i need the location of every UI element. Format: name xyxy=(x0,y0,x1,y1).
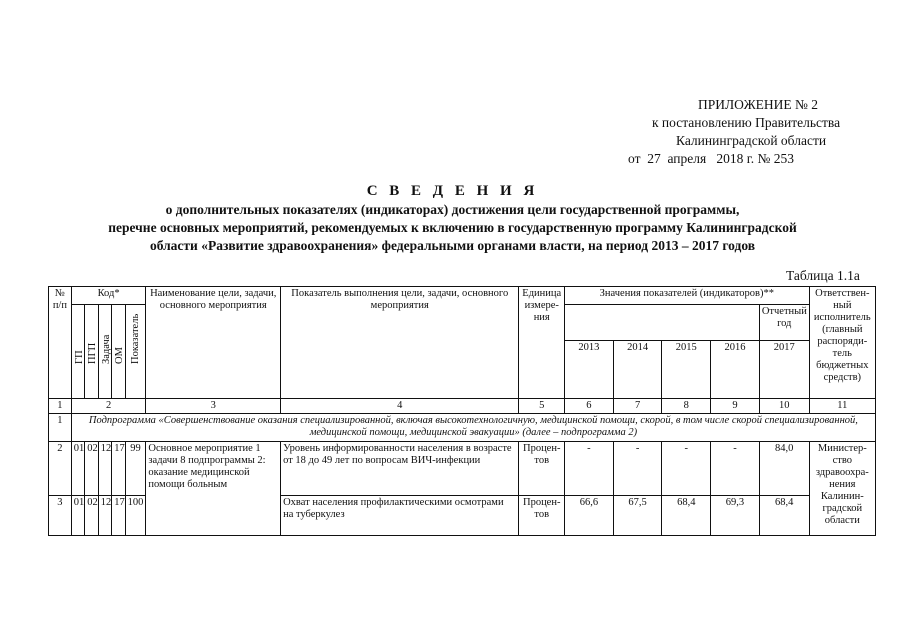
header-code: Код* xyxy=(71,287,146,305)
activity-name: Основное мероприятие 1 задачи 8 подпрограммы 2: оказание медицинской помощи больным xyxy=(146,442,281,536)
header-code-task: Задача xyxy=(98,305,111,399)
header-code-gp: ГП xyxy=(71,305,84,399)
row-num: 2 xyxy=(49,442,72,496)
code-indicator: 100 xyxy=(125,496,146,536)
code-task: 12 xyxy=(98,496,111,536)
code-pgp: 02 xyxy=(85,442,98,496)
header-year: 2013 xyxy=(565,341,614,399)
header-responsible: Ответствен-ный исполнитель (главный распоряди-тель бюджетных средств) xyxy=(809,287,875,399)
table-label: Таблица 1.1а xyxy=(786,268,860,283)
row-num: 1 xyxy=(49,414,72,442)
header-unit: Единица измере-ния xyxy=(519,287,565,399)
document-subtitle-line: о дополнительных показателях (индикаторах) достижения цели государственной программы, xyxy=(165,202,740,217)
column-number: 6 xyxy=(565,399,614,414)
indicator-name: Уровень информированности населения в возрасте от 18 до 49 лет по вопросам ВИЧ-инфекции xyxy=(281,442,519,496)
code-gp: 01 xyxy=(71,496,84,536)
header-values-spacer xyxy=(565,305,760,341)
header-code-pgp: ПГП xyxy=(85,305,98,399)
code-task: 12 xyxy=(98,442,111,496)
header-name: Наименование цели, задачи, основного мероприятия xyxy=(146,287,281,399)
header-values: Значения показателей (индикаторов)** xyxy=(565,287,810,305)
value-2017: 68,4 xyxy=(759,496,809,536)
document-subtitle-line: области «Развитие здравоохранения» федеральными органами власти, на период 2013 – 2017 годов xyxy=(149,238,756,253)
appendix-line: к постановлению Правительства xyxy=(652,115,841,130)
value-2016: 69,3 xyxy=(711,496,760,536)
column-number: 1 xyxy=(49,399,72,414)
column-number-row xyxy=(49,399,876,414)
value-2016: - xyxy=(711,442,760,496)
appendix-line: Калининградской области xyxy=(676,133,827,148)
code-om: 17 xyxy=(112,496,125,536)
appendix-date: от 27 апреля 2018 г. № 253 xyxy=(628,151,794,166)
value-2014: - xyxy=(613,442,662,496)
subprogram-row xyxy=(49,414,876,442)
value-2015: 68,4 xyxy=(662,496,711,536)
code-gp: 01 xyxy=(71,442,84,496)
header-report-year: Отчетный год xyxy=(759,305,809,341)
column-number: 3 xyxy=(146,399,281,414)
header-year: 2017 xyxy=(759,341,809,399)
document-subtitle-line: перечне основных мероприятий, рекомендуемых к включению в государственную программу Калининградской xyxy=(108,220,797,235)
appendix-block xyxy=(628,96,841,168)
value-2014: 67,5 xyxy=(613,496,662,536)
value-2017: 84,0 xyxy=(759,442,809,496)
column-number: 10 xyxy=(759,399,809,414)
column-number: 8 xyxy=(662,399,711,414)
value-2015: - xyxy=(662,442,711,496)
value-2013: 66,6 xyxy=(565,496,614,536)
header-code-om: ОМ xyxy=(112,305,125,399)
unit: Процен-тов xyxy=(519,442,565,496)
document-heading xyxy=(0,182,905,255)
header-year: 2014 xyxy=(613,341,662,399)
appendix-title: ПРИЛОЖЕНИЕ № 2 xyxy=(698,97,819,112)
value-2013: - xyxy=(565,442,614,496)
column-number: 5 xyxy=(519,399,565,414)
row-num: 3 xyxy=(49,496,72,536)
subprogram-title: Подпрограмма «Совершенствование оказания специализированной, включая высокотехнологичную, медицинской помощи, скорой, в том числе скорой специализированной, медицинской помощи, медицинской эвакуации» (далее – подпрограмма 2) xyxy=(71,414,875,442)
indicator-name: Охват населения профилактическими осмотрами на туберкулез xyxy=(281,496,519,536)
column-number: 11 xyxy=(809,399,875,414)
column-number: 9 xyxy=(711,399,760,414)
header-year: 2015 xyxy=(662,341,711,399)
header-code-indicator: Показатель xyxy=(125,305,146,399)
code-om: 17 xyxy=(112,442,125,496)
indicators-table xyxy=(48,286,876,536)
column-number: 4 xyxy=(281,399,519,414)
code-indicator: 99 xyxy=(125,442,146,496)
table-row xyxy=(49,442,876,496)
code-pgp: 02 xyxy=(85,496,98,536)
column-number: 2 xyxy=(71,399,146,414)
header-year: 2016 xyxy=(711,341,760,399)
responsible-executor: Министер-ство здравоохра-нения Калинин-градской области xyxy=(809,442,875,536)
document-title: С В Е Д Е Н И Я xyxy=(366,183,539,199)
column-number: 7 xyxy=(613,399,662,414)
header-num: № п/п xyxy=(49,287,72,399)
header-indicator: Показатель выполнения цели, задачи, основного мероприятия xyxy=(281,287,519,399)
unit: Процен-тов xyxy=(519,496,565,536)
